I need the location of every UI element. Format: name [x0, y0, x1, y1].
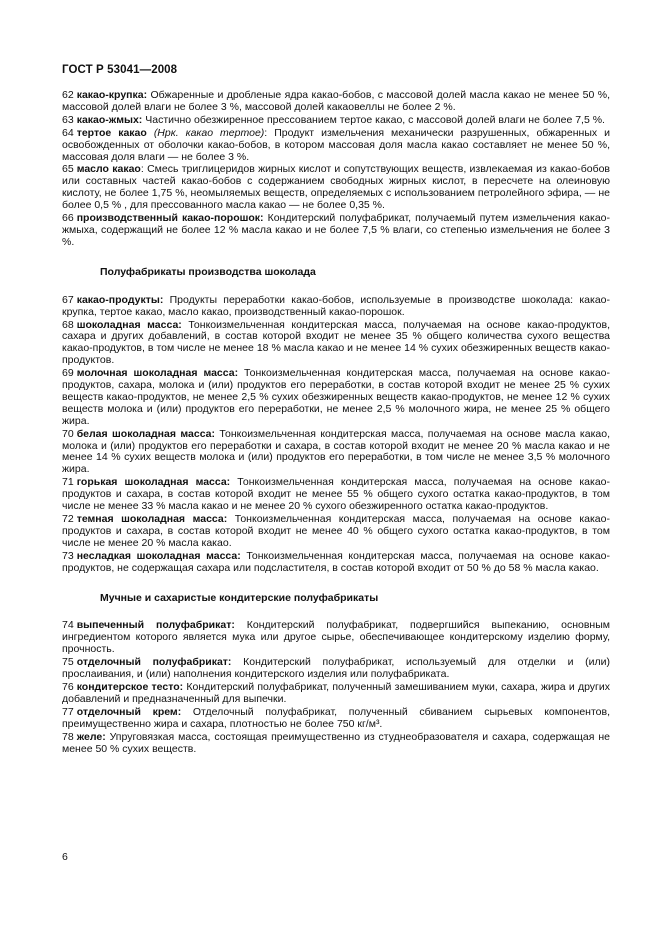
entry-number: 69	[62, 367, 74, 380]
entry-definition: Частично обезжиренное прессованием тертое какао, с массовой долей влаги не более 7,5 %.	[142, 113, 605, 126]
entry-definition: Продукты переработки какао-бобов, используемые в производстве шоколада: какао-крупка, тертое какао, масло какао, производственный какао-порошок.	[62, 293, 610, 318]
entry-term: выпеченный полуфабрикат:	[76, 619, 235, 632]
entry-term: несладкая шоколадная масса:	[76, 549, 241, 562]
definition-entry	[62, 320, 610, 368]
entry-definition: Кондитерский полуфабрикат, подвергшийся выпеканию, основным ингредиентом которого является мука или другое сырье, обеспечивающее кондитерскому изделию форму, прочность.	[62, 619, 610, 656]
entries-group-flour-sugar	[62, 620, 610, 755]
entry-definition: Тонкоизмельченная кондитерская масса, получаемая на основе какао-продуктов, не содержащая сахара или подсластителя, в состав которой входит от 50 % до 58 % масла какао.	[62, 549, 610, 574]
definition-entry	[62, 732, 610, 756]
entry-term: производственный какао-порошок:	[76, 212, 264, 225]
entry-definition: Кондитерский полуфабрикат, полученный замешиванием муки, сахара, жира и других добавлений и предназначенный для выпечки.	[62, 680, 610, 705]
definition-entry	[62, 90, 610, 114]
section-title-chocolate-semi-finished: Полуфабрикаты производства шоколада	[100, 265, 316, 278]
entry-number: 67	[62, 293, 74, 306]
entry-term: отделочный крем:	[76, 705, 182, 718]
entry-number: 65	[62, 163, 74, 176]
entry-deprecated-term: (Нрк. какао тертое)	[146, 126, 265, 139]
entry-number: 66	[62, 212, 74, 225]
entry-term: тертое какао	[76, 126, 147, 139]
entry-number: 77	[62, 705, 74, 718]
standard-header: ГОСТ Р 53041—2008	[62, 64, 178, 76]
entry-number: 78	[62, 730, 74, 743]
definition-entry	[62, 514, 610, 550]
document-body	[62, 90, 610, 756]
entry-number: 71	[62, 476, 74, 489]
definition-entry	[62, 164, 610, 212]
entry-term: какао-продукты:	[76, 293, 164, 306]
entry-definition: Упруговязкая масса, состоящая преимущественно из студнеобразователя и сахара, содержащая не менее 50 % сухих веществ.	[62, 730, 610, 755]
entry-definition: Кондитерский полуфабрикат, используемый для отделки и (или) прослаивания, и (или) наполнения кондитерского изделия или полуфабриката.	[62, 656, 610, 681]
entry-term: какао-крупка:	[76, 89, 148, 101]
entry-term: отделочный полуфабрикат:	[76, 656, 232, 669]
entry-term: масло какао	[76, 163, 141, 176]
definition-entry	[62, 620, 610, 656]
definition-entry	[62, 477, 610, 513]
definition-entry	[62, 115, 610, 127]
definition-entry	[62, 657, 610, 681]
definition-entry	[62, 429, 610, 477]
definition-entry	[62, 128, 610, 164]
entry-number: 76	[62, 680, 74, 693]
entry-term: белая шоколадная масса:	[76, 427, 215, 440]
entry-number: 74	[62, 619, 74, 632]
entry-definition: Тонкоизмельченная кондитерская масса, получаемая на основе какао-продуктов, сахара и других добавлений, в состав которой входит не менее 35 % общего количества сухого вещества какао-продуктов, в том числе не менее 18 % масла какао и не менее 14 % сухих обезжиренных веществ какао-продуктов.	[62, 318, 610, 367]
entries-group-chocolate	[62, 295, 610, 575]
entry-number: 62	[62, 89, 74, 101]
definition-entry	[62, 295, 610, 319]
entry-term: молочная шоколадная масса:	[76, 367, 239, 380]
entry-term: желе:	[76, 730, 106, 743]
entry-definition: Тонкоизмельченная кондитерская масса, получаемая на основе какао-продуктов и сахара, в состав которой входит не менее 55 % общего сухого остатка какао-продуктов, в том числе не менее 33 % масла какао и не менее 20 % сухого обезжиренного остатка какао-продуктов.	[62, 476, 610, 513]
page-number: 6	[62, 851, 68, 863]
entry-definition: : Продукт измельчения механически разрушенных, обжаренных и освобожденных от оболочки какао-бобов, в котором массовая доля масла какао составляет не менее 50 %, массовая доля влаги — не более 3 %.	[62, 126, 610, 163]
entry-term: какао-жмых:	[76, 113, 143, 126]
entry-number: 64	[62, 126, 74, 139]
entry-number: 73	[62, 549, 74, 562]
section-title-flour-sugar-semi-finished: Мучные и сахаристые кондитерские полуфабрикаты	[100, 591, 379, 604]
entry-number: 72	[62, 513, 74, 525]
entry-term: темная шоколадная масса:	[76, 513, 228, 525]
entry-term: шоколадная масса:	[76, 318, 182, 331]
entries-group-cocoa	[62, 90, 610, 249]
entry-definition: Тонкоизмельченная кондитерская масса, получаемая на основе какао-продуктов, сахара, молока и (или) продуктов его переработки, в состав которой входит не менее 25 % сухих веществ какао-продуктов, не менее 2,5 % сухих обезжиренных веществ какао-продуктов, не менее 12 % сухих веществ молока и (или) продуктов его переработки, не менее 2,5 % молочного жира, не менее 25 % общего жира.	[62, 367, 610, 427]
definition-entry	[62, 213, 610, 249]
entry-definition: Кондитерский полуфабрикат, получаемый путем измельчения какао-жмыха, содержащий не более 12 % масла какао и не более 7,5 % влаги, со степенью измельчения не более 3 %.	[62, 212, 610, 248]
entry-definition: Тонкоизмельченная кондитерская масса, получаемая на основе масла какао, молока и (или) продуктов его переработки и сахара, в состав которой входит не менее 20 % масла какао и не менее 14 % сухих веществ молока и (или) продуктов его переработки, в том числе не менее 3,5 % молочного жира.	[62, 427, 610, 476]
definition-entry	[62, 551, 610, 575]
entry-term: горькая шоколадная масса:	[76, 476, 231, 489]
definition-entry	[62, 682, 610, 706]
definition-entry	[62, 707, 610, 731]
entry-number: 68	[62, 318, 74, 331]
entry-definition: Обжаренные и дробленые ядра какао-бобов, с массовой долей масла какао не менее 50 %, массовой долей влаги не более 3 %, массовой долей какаовеллы не более 2 %.	[62, 89, 610, 113]
entry-definition: Тонкоизмельченная кондитерская масса, получаемая на основе какао-продуктов и сахара, в состав которой входит не менее 40 % общего сухого остатка какао-продуктов, в том числе не менее 20 % масла какао.	[62, 513, 610, 549]
entry-term: кондитерское тесто:	[76, 680, 184, 693]
entry-number: 63	[62, 113, 74, 126]
definition-entry	[62, 368, 610, 428]
entry-number: 70	[62, 427, 74, 440]
entry-definition: : Смесь триглицеридов жирных кислот и сопутствующих веществ, извлекаемая из какао-бобов или составных частей какао-бобов с содержанием свободных жирных кислот, в пересчете на олеиновую кислоту, не более 1,75 %, неомыляемых веществ, определяемых с использованием петролейного эфира, — не более 0,5 % , для прессованного масла какао — не более 0,35 %.	[62, 163, 611, 212]
entry-number: 75	[62, 656, 74, 669]
entry-definition: Отделочный полуфабрикат, полученный сбиванием сырьевых компонентов, преимущественно жира и сахара, плотностью не более 750 кг/м³.	[62, 705, 610, 730]
